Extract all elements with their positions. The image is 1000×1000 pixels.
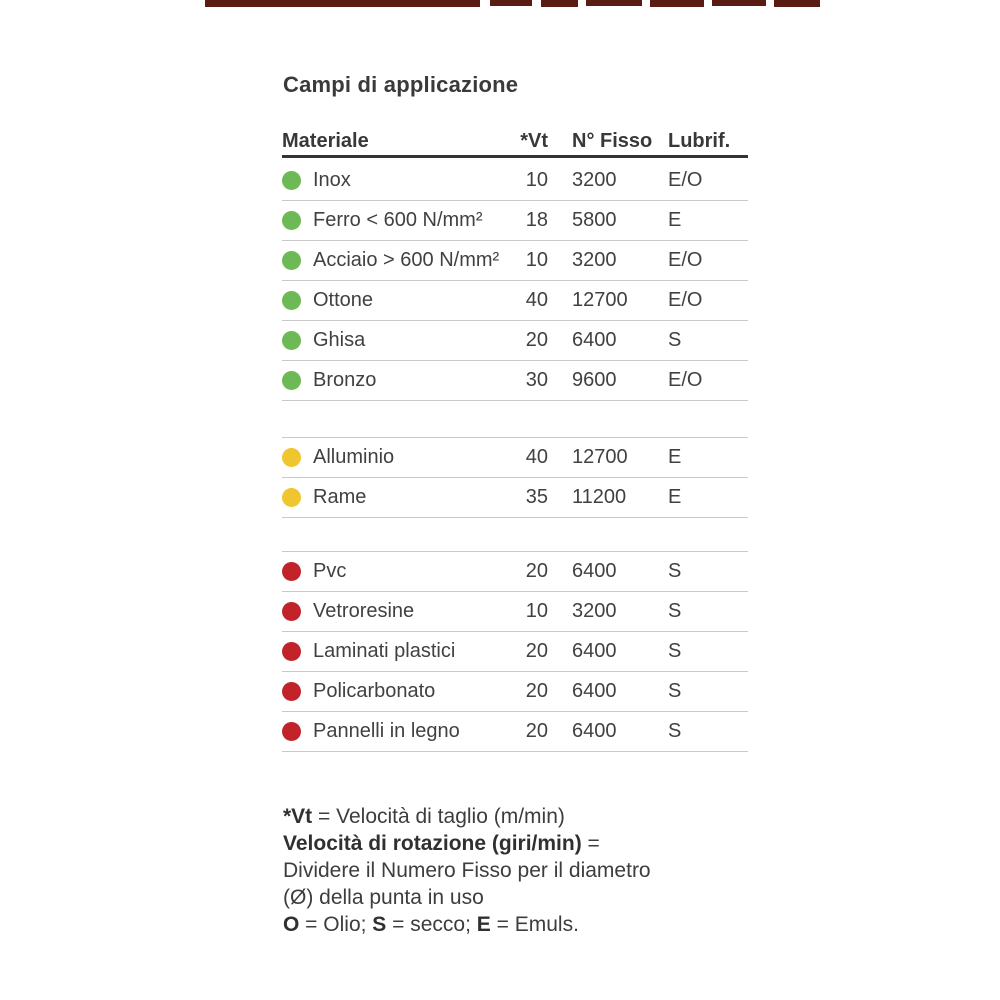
material-label: Pannelli in legno — [313, 720, 460, 742]
fisso-value: 6400 — [572, 329, 617, 351]
material-dot — [282, 448, 301, 467]
lubrif-value: S — [668, 640, 682, 662]
material-label: Laminati plastici — [313, 640, 456, 662]
footnote-vt: *Vt = Velocità di taglio (m/min) — [283, 805, 565, 828]
vt-value: 20 — [525, 640, 548, 662]
table-row — [282, 592, 748, 632]
fisso-value: 12700 — [572, 446, 628, 468]
vt-value: 40 — [525, 446, 548, 468]
table-row — [282, 552, 748, 592]
material-dot — [282, 562, 301, 581]
material-label: Alluminio — [313, 446, 395, 468]
vt-value: 18 — [525, 209, 548, 231]
lubrif-value: S — [668, 600, 682, 622]
strip-segment — [541, 0, 578, 7]
table-header-row — [282, 127, 748, 158]
material-dot — [282, 488, 301, 507]
material-dot — [282, 211, 301, 230]
lubrif-value: E — [668, 446, 682, 468]
material-label: Rame — [313, 486, 367, 508]
material-label: Policarbonato — [313, 680, 436, 702]
lubrif-value: E/O — [668, 249, 703, 271]
fisso-value: 12700 — [572, 289, 628, 311]
vt-value: 35 — [525, 486, 548, 508]
material-label: Ottone — [313, 289, 374, 311]
table-row — [282, 281, 748, 321]
page-title: Campi di applicazione — [283, 72, 519, 97]
cropped-header-strip — [205, 0, 825, 10]
table-row — [282, 478, 748, 518]
lubrif-value: S — [668, 329, 682, 351]
fisso-value: 3200 — [572, 249, 617, 271]
footnote-legend: O = Olio; S = secco; E = Emuls. — [283, 913, 579, 936]
vt-value: 40 — [525, 289, 548, 311]
header-materiale: Materiale — [282, 129, 369, 152]
group-plastics-red — [282, 551, 748, 752]
header-lubrif: Lubrif. — [668, 129, 731, 152]
group-metals-yellow — [282, 437, 748, 518]
vt-value: 20 — [525, 329, 548, 351]
material-dot — [282, 371, 301, 390]
material-label: Vetroresine — [313, 600, 415, 622]
lubrif-value: E/O — [668, 289, 703, 311]
table-row — [282, 632, 748, 672]
footnote-rotazione: Velocità di rotazione (giri/min) = — [283, 832, 600, 855]
vt-value: 30 — [525, 369, 548, 391]
fisso-value: 9600 — [572, 369, 617, 391]
vt-value: 20 — [525, 560, 548, 582]
header-n-fisso: N° Fisso — [572, 129, 653, 152]
fisso-value: 6400 — [572, 680, 617, 702]
material-dot — [282, 722, 301, 741]
material-label: Acciaio > 600 N/mm² — [313, 249, 500, 271]
group-metals-green — [282, 161, 748, 401]
footnote-dividere: Dividere il Numero Fisso per il diametro — [283, 859, 651, 882]
vt-value: 20 — [525, 720, 548, 742]
lubrif-value: S — [668, 560, 682, 582]
strip-segment — [586, 0, 642, 6]
table-row — [282, 672, 748, 712]
footnote-diametro: (Ø) della punta in uso — [283, 886, 484, 909]
table-row — [282, 161, 748, 201]
table-row — [282, 241, 748, 281]
table-row — [282, 712, 748, 752]
material-dot — [282, 642, 301, 661]
table-row — [282, 321, 748, 361]
strip-segment — [774, 0, 820, 7]
lubrif-value: E — [668, 209, 682, 231]
lubrif-value: E/O — [668, 169, 703, 191]
material-dot — [282, 602, 301, 621]
lubrif-value: E/O — [668, 369, 703, 391]
vt-value: 10 — [525, 249, 548, 271]
material-label: Pvc — [313, 560, 347, 582]
material-label: Bronzo — [313, 369, 377, 391]
material-dot — [282, 331, 301, 350]
material-dot — [282, 251, 301, 270]
strip-segment — [490, 0, 532, 6]
lubrif-value: S — [668, 680, 682, 702]
table-row — [282, 201, 748, 241]
strip-segment — [650, 0, 704, 7]
material-label: Inox — [313, 169, 351, 191]
vt-value: 10 — [525, 600, 548, 622]
table-row — [282, 361, 748, 401]
fisso-value: 3200 — [572, 600, 617, 622]
vt-value: 10 — [525, 169, 548, 191]
material-label: Ghisa — [313, 329, 366, 351]
lubrif-value: S — [668, 720, 682, 742]
material-label: Ferro < 600 N/mm² — [313, 209, 483, 231]
material-dot — [282, 171, 301, 190]
strip-segment — [205, 0, 480, 7]
header-vt: *Vt — [520, 129, 548, 152]
fisso-value: 5800 — [572, 209, 617, 231]
fisso-value: 6400 — [572, 640, 617, 662]
fisso-value: 11200 — [572, 486, 627, 508]
lubrif-value: E — [668, 486, 682, 508]
footnotes — [283, 803, 723, 938]
material-dot — [282, 291, 301, 310]
fisso-value: 3200 — [572, 169, 617, 191]
fisso-value: 6400 — [572, 560, 617, 582]
fisso-value: 6400 — [572, 720, 617, 742]
vt-value: 20 — [525, 680, 548, 702]
table-row — [282, 438, 748, 478]
strip-segment — [712, 0, 766, 6]
material-dot — [282, 682, 301, 701]
